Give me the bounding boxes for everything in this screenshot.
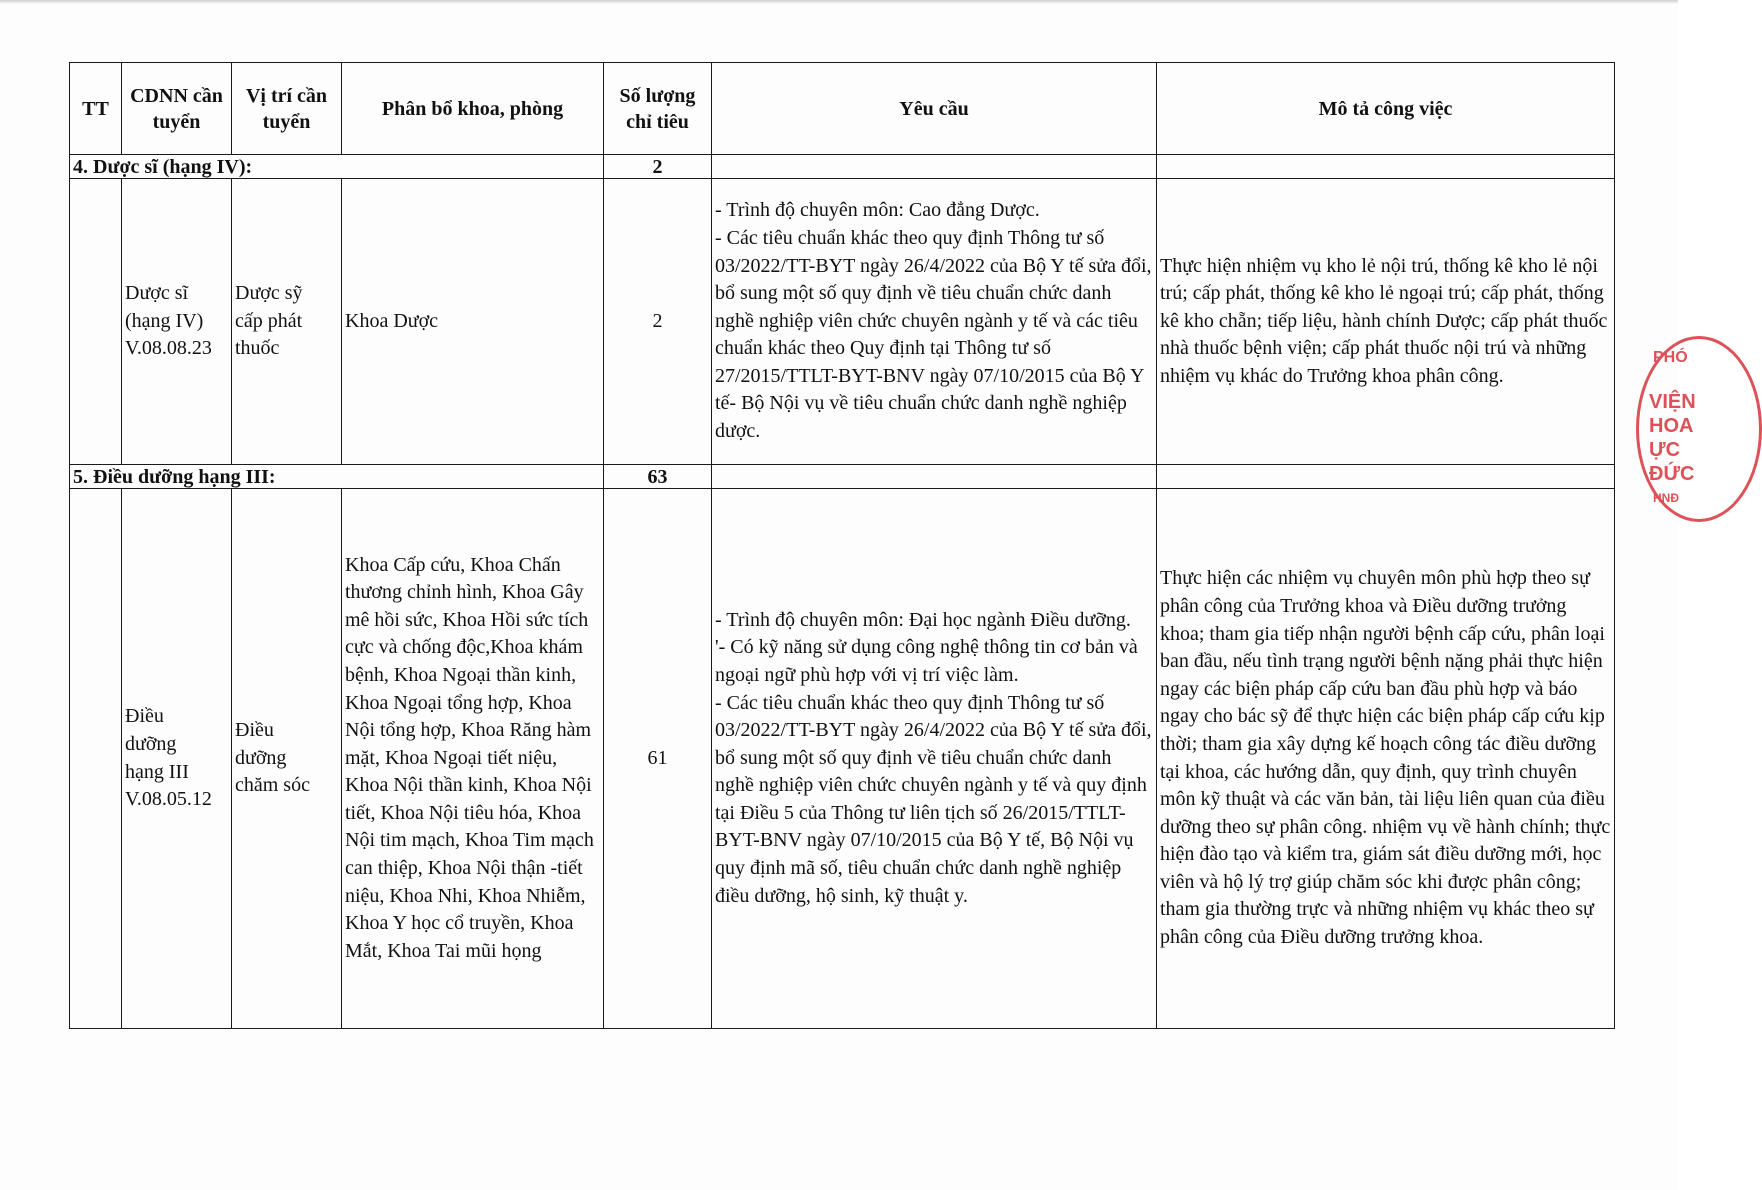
header-vi-tri: Vị trí cần tuyển [232, 63, 342, 155]
so-luong-cell: 61 [604, 489, 712, 1029]
vi-tri-line: Điều [235, 719, 274, 742]
table-row [70, 179, 1615, 465]
cdnn-line: dưỡng [125, 732, 177, 755]
vi-tri-line: Dược sỹ [235, 282, 303, 305]
stamp-text: HNĐ [1653, 491, 1679, 505]
yeu-cau-line: - Các tiêu chuẩn khác theo quy định Thông tư số 03/2022/TT-BYT ngày 26/4/2022 của Bộ Y tế sửa đổi, bổ sung một số quy định về tiêu chuẩn chức danh nghề nghiệp viên chức chuyên ngành y tế và các tiêu chuẩn khác theo Quy định tại Thông tư số 27/2015/TTLT-BYT-BNV ngày 07/10/2015 của Bộ Y tế- Bộ Nội vụ về tiêu chuẩn chức danh nghề nghiệp dược. [715, 226, 1152, 443]
cdnn-line: hạng III [125, 760, 189, 783]
group-title: 5. Điều dưỡng hạng III: [70, 465, 604, 489]
tt-cell [70, 489, 122, 1029]
header-row [70, 63, 1615, 155]
vi-tri-line: chăm sóc [235, 774, 310, 797]
stamp-text: VIỆN [1649, 391, 1696, 413]
stamp-text: ỰC [1649, 439, 1681, 461]
yeu-cau-line: '- Có kỹ năng sử dụng công nghệ thông tin cơ bản và ngoại ngữ phù hợp với vị trí việc làm. [715, 636, 1138, 686]
vi-tri-line: cấp phát [235, 309, 303, 332]
group-row-duoc-si [70, 155, 1615, 179]
scan-edge [0, 0, 1678, 4]
cdnn-line: Dược sĩ [125, 282, 189, 305]
header-tt: TT [70, 63, 122, 155]
group-total: 63 [604, 465, 712, 489]
phan-bo-cell: Khoa Dược [342, 179, 604, 465]
header-phan-bo: Phân bổ khoa, phòng [342, 63, 604, 155]
vi-tri-line: dưỡng [235, 746, 287, 769]
yeu-cau-cell [712, 489, 1157, 1029]
phan-bo-cell: Khoa Cấp cứu, Khoa Chấn thương chỉnh hình, Khoa Gây mê hồi sức, Khoa Hồi sức tích cực và chống độc,Khoa khám bệnh, Khoa Ngoại thần kinh, Khoa Ngoại tổng hợp, Khoa Nội tổng hợp, Khoa Răng hàm mặt, Khoa Ngoại tiết niệu, Khoa Nội thần kinh, Khoa Nội tiết, Khoa Nội tiêu hóa, Khoa Nội tim mạch, Khoa Tim mạch can thiệp, Khoa Nội thận -tiết niệu, Khoa Nhi, Khoa Nhiễm, Khoa Y học cổ truyền, Khoa Mắt, Khoa Tai mũi họng [342, 489, 604, 1029]
group-title: 4. Dược sĩ (hạng IV): [70, 155, 604, 179]
table-row [70, 489, 1615, 1029]
stamp-text: HOA [1649, 415, 1694, 437]
yeu-cau-line: - Các tiêu chuẩn khác theo quy định Thông tư số 03/2022/TT-BYT ngày 26/4/2022 của Bộ Y tế sửa đổi, bổ sung một số quy định về tiêu chuẩn chức danh nghề nghiệp viên chức chuyên ngành y tế và quy định tại Điều 5 của Thông tư liên tịch số 26/2015/TTLT-BYT-BNV ngày 07/10/2015 của Bộ Y tế, Bộ Nội vụ quy định mã số, tiêu chuẩn chức danh nghề nghiệp điều dưỡng, hộ sinh, kỹ thuật y. [715, 691, 1152, 907]
cdnn-cell [122, 179, 232, 465]
cdnn-line: (hạng IV) [125, 309, 204, 332]
cdnn-line: Điều [125, 705, 164, 728]
empty-cell [712, 155, 1157, 179]
vi-tri-cell [232, 489, 342, 1029]
header-so-luong: Số lượng chỉ tiêu [604, 63, 712, 155]
vi-tri-cell [232, 179, 342, 465]
mo-ta-cell: Thực hiện nhiệm vụ kho lẻ nội trú, thống kê kho lẻ nội trú; cấp phát, thống kê kho lẻ ngoại trú; cấp phát, thống kê kho chẵn; tiếp liệu, hành chính Dược; cấp phát thuốc nhà thuốc bệnh viện; cấp phát thuốc nội trú và những nhiệm vụ khác do Trưởng khoa phân công. [1157, 179, 1615, 465]
cdnn-line: V.08.05.12 [125, 788, 212, 811]
yeu-cau-line: - Trình độ chuyên môn: Đại học ngành Điều dưỡng. [715, 608, 1131, 631]
group-row-dieu-duong [70, 465, 1615, 489]
group-total: 2 [604, 155, 712, 179]
header-mo-ta: Mô tả công việc [1157, 63, 1615, 155]
stamp-text: PHÓ [1653, 349, 1688, 366]
empty-cell [712, 465, 1157, 489]
cdnn-cell [122, 489, 232, 1029]
header-cdnn: CDNN cần tuyển [122, 63, 232, 155]
vi-tri-line: thuốc [235, 337, 280, 360]
so-luong-cell: 2 [604, 179, 712, 465]
stamp-text: ĐỨC [1649, 463, 1695, 485]
empty-cell [1157, 465, 1615, 489]
red-seal-stamp [1636, 336, 1762, 522]
mo-ta-cell: Thực hiện các nhiệm vụ chuyên môn phù hợp theo sự phân công của Trưởng khoa và Điều dưỡng trưởng khoa; tham gia tiếp nhận người bệnh cấp cứu, phân loại ban đầu, nếu tình trạng người bệnh nặng phải thực hiện ngay các biện pháp cấp cứu ban đầu phù hợp và báo ngay cho bác sỹ để thực hiện các biện pháp cấp cứu kịp thời; tham gia xây dựng kế hoạch công tác điều dưỡng tại khoa, các hướng dẫn, quy định, quy trình chuyên môn kỹ thuật và các văn bản, tài liệu liên quan của điều dưỡng theo sự phân công. nhiệm vụ về hành chính; thực hiện đào tạo và kiểm tra, giám sát điều dưỡng mới, học viên và hộ lý trợ giúp chăm sóc khi được phân công; tham gia thường trực và những nhiệm vụ khác theo sự phân công của Điều dưỡng trưởng khoa. [1157, 489, 1615, 1029]
tt-cell [70, 179, 122, 465]
yeu-cau-cell [712, 179, 1157, 465]
empty-cell [1157, 155, 1615, 179]
header-yeu-cau: Yêu cầu [712, 63, 1157, 155]
yeu-cau-line: - Trình độ chuyên môn: Cao đẳng Dược. [715, 199, 1040, 222]
recruitment-table [69, 62, 1615, 1029]
cdnn-line: V.08.08.23 [125, 337, 212, 360]
